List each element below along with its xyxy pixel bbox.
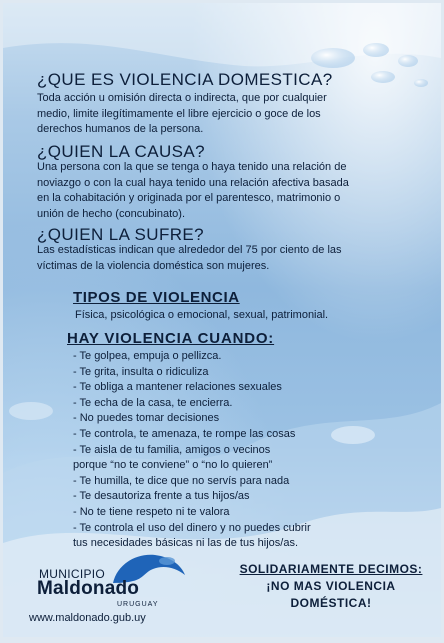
municipio-logo: [29, 551, 219, 631]
answer-line: medio, limite ilegítimamente el libre ejercicio o goce de los: [37, 107, 321, 120]
answer-line: unión de hecho (concubinato).: [37, 207, 185, 220]
tipos-heading: TIPOS DE VIOLENCIA: [73, 289, 240, 306]
list-item: - Te grita, insulta o ridiculiza: [73, 365, 209, 378]
list-item: - Te aisla de tu familia, amigos o vecinos: [73, 443, 271, 456]
list-item: - Te desautoriza frente a tus hijos/as: [73, 490, 250, 503]
logo-name-text: Maldonado: [37, 578, 140, 599]
question-heading: ¿QUIEN LA CAUSA?: [37, 142, 205, 161]
list-item: - Te obliga a mantener relaciones sexuales: [73, 381, 282, 394]
hay-violencia-list: [73, 349, 413, 552]
answer-line: víctimas de la violencia doméstica son mujeres.: [37, 259, 270, 272]
answer-paragraph: [37, 160, 427, 222]
website-url: www.maldonado.gub.uy: [29, 612, 146, 624]
answer-line: derechos humanos de la persona.: [37, 123, 204, 135]
logo-country-text: URUGUAY: [117, 601, 159, 608]
question-heading: ¿QUIEN LA SUFRE?: [37, 225, 204, 244]
hay-violencia-heading: HAY VIOLENCIA CUANDO:: [67, 330, 275, 347]
logo-municipio-text: MUNICIPIO: [39, 567, 106, 581]
question-heading: ¿QUE ES VIOLENCIA DOMESTICA?: [37, 70, 333, 89]
list-item: - Te controla, te amenaza, te rompe las cosas: [73, 427, 296, 440]
flyer-content: [3, 3, 441, 637]
list-item: tus necesidades básicas ni las de tus hijos/as.: [73, 537, 299, 550]
answer-paragraph: [37, 91, 427, 138]
slogan-line-2: ¡NO MAS VIOLENCIA DOMÉSTICA!: [266, 579, 396, 610]
list-item: porque “no te conviene” o “no lo quieren”: [73, 459, 273, 472]
list-item: - Te echa de la casa, te encierra.: [73, 396, 233, 409]
answer-line: en la cohabitación y originada por el parentesco, matrimonio o: [37, 192, 341, 204]
tipos-description: Física, psicológica o emocional, sexual, patrimonial.: [75, 309, 329, 321]
answer-line: Las estadísticas indican que alrededor del 75 por ciento de las: [37, 244, 342, 256]
list-item: - Te controla el uso del dinero y no puedes cubrir: [73, 521, 311, 534]
list-item: - Te golpea, empuja o pellizca.: [73, 350, 222, 362]
slogan-line-1: SOLIDARIAMENTE DECIMOS:: [239, 562, 423, 576]
flyer: [3, 3, 441, 637]
list-item: - No te tiene respeto ni te valora: [73, 505, 230, 518]
answer-line: Una persona con la que se tenga o haya tenido una relación de: [37, 161, 347, 173]
list-item: - Te humilla, te dice que no servís para nada: [73, 474, 290, 487]
answer-line: Toda acción u omisión directa o indirecta, que por cualquier: [37, 92, 327, 104]
list-item: - No puedes tomar decisiones: [73, 412, 220, 425]
answer-paragraph: [37, 243, 427, 274]
answer-line: noviazgo o con la cual haya tenido una relación afectiva basada: [37, 176, 349, 189]
slogan: [231, 561, 431, 612]
